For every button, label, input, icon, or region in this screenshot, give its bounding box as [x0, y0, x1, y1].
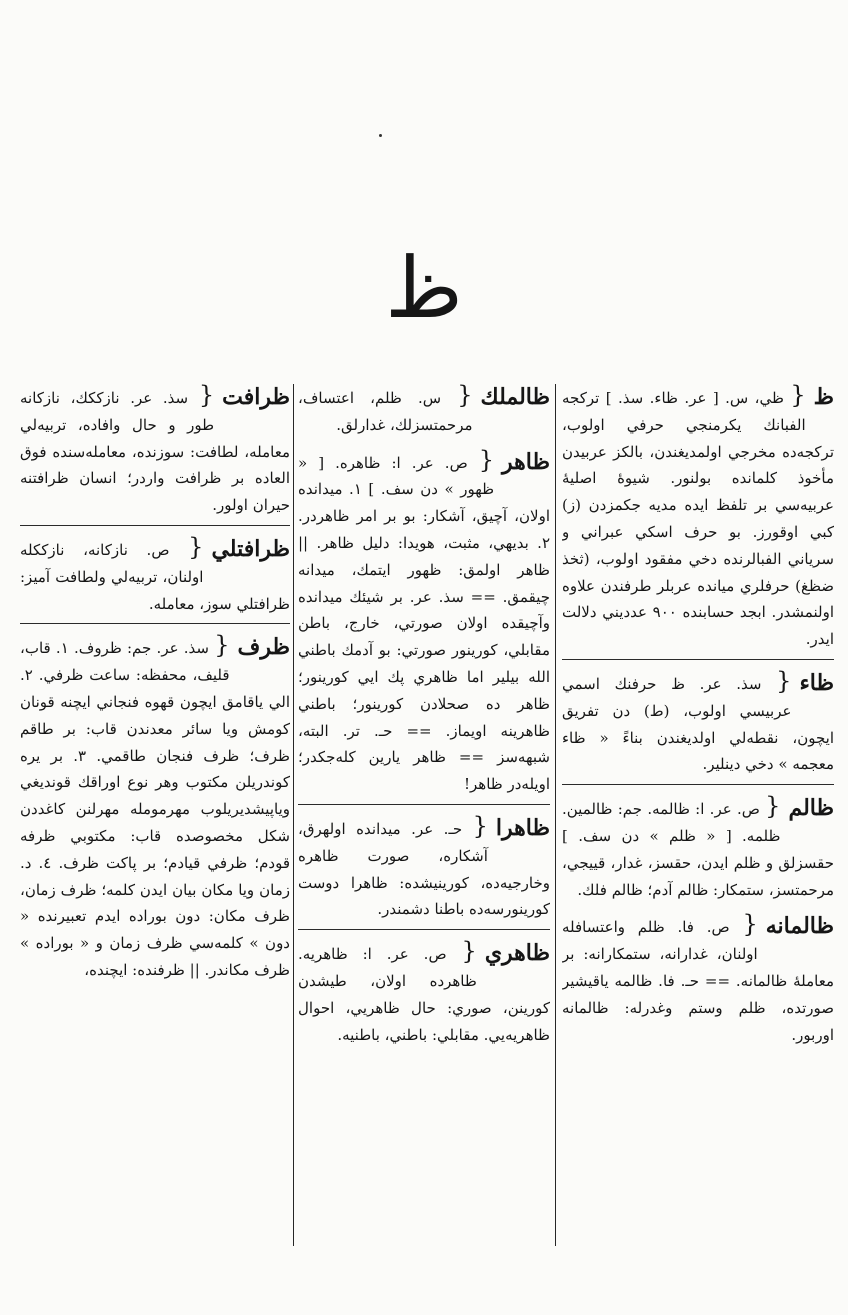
entry-headword: ظرف: [237, 634, 290, 661]
page-mark: [379, 134, 382, 137]
dictionary-entry: [298, 445, 550, 798]
entry-headword: ظالم: [788, 795, 834, 822]
entry-definition: حـ. عر. ميدانده اولهرق، آشكاره، صورت ظاهره وخارجيه‌ده، كورينيشده: ظاهرا دوست كورينورسه‌ده باطنا دشمندر.: [298, 819, 550, 919]
entry-definition: س. ظلم، اعتساف، مرحمتسزلك، غدارلق.: [298, 389, 473, 434]
brace-icon: {: [765, 792, 781, 821]
dictionary-entry: [562, 659, 834, 778]
entry-headword: ظاهر: [502, 448, 550, 475]
dictionary-entry: [298, 804, 550, 923]
dictionary-entry: [562, 909, 834, 1048]
entry-definition: ص. فا. ظلم واعتسافله اولنان، غدارانه، ستمكارانه: بر معاملۀ ظالمانه. == حـ. فا. ظالمه ياقيشير صورتده، ظلم وستم وغدرله: ظالمانه اوربور.: [562, 918, 834, 1044]
dictionary-entry: [298, 380, 550, 439]
column-middle: [298, 380, 550, 1250]
entry-definition: ظي، س. [ عر. ظاء. سذ. ] تركجه الفبانك يكرمنجي حرفي اولوب، تركجه‌ده مخرجي اولمديغندن، بالكز عربيدن مأخوذ كلمانده بولنور. شيوۀ اصليۀ عربيه‌سي بر تلفظ ايده مديه جكمزدن (ز) كبي اوقورز. بو حرف اسكي عبراني و سرياني الفبالرنده دخي مفقود اولوب، (ثخذ ضظغ) حرفلري ميانده عربلر طرفندن علاوه اولنمشدر. ابجد حسابنده ٩٠٠ عدديني دلالت ايدر.: [562, 389, 834, 649]
entry-headword: ظالمانه: [765, 913, 834, 940]
entry-headword: ظاهري: [484, 940, 550, 967]
dictionary-entry: [20, 525, 290, 617]
entry-definition: ص. عر. ا: ظالمه. جم: ظالمين. ظلمه. [ « ظلم » دن سف. ] حقسزلق و ظلم ايدن، حقسز، غدار، قييجي، مرحمتسز، ستمكار: ظالم آدم؛ ظالم فلك.: [562, 800, 834, 899]
dictionary-entry: [20, 380, 290, 519]
entry-headword: ظرافتلي: [211, 535, 290, 562]
column-rule: [555, 384, 556, 1246]
entry-headword: ظاء: [799, 669, 834, 696]
entry-definition: ص. عر. ا: ظاهره. [ « ظهور » دن سف. ] ١. ميدانده اولان، آچيق، آشكار: بو بر امر ظاهردر. ٢. بديهي، مثبت، هويدا: دليل ظاهر. || ظاهر اولمق: ظهور ايتمك، ميدانه چيقمق. == سذ. عر. بر شيئك ميدانده وآچيقده اولان صورتي، خارج، باطن مقابلي، كورينور صورتي: بو آدمك باطني الله بيلير اما ظاهري پك ايي كورينور؛ ظاهر ده صحلادن كورينور؛ باطني ظاهرينه اويماز. == حـ. تر. البته، شبهه‌سز == ظاهر يارين كله‌جكدر؛ اويله‌در ظاهر!: [298, 453, 550, 794]
brace-icon: {: [742, 910, 758, 939]
brace-icon: {: [776, 666, 792, 695]
brace-icon: {: [478, 445, 495, 474]
entry-definition: ص. نازكانه، نازككله اولنان، تربيه‌لي ولطافت آميز: ظرافتلي سوز، معامله.: [20, 540, 290, 613]
entry-headword: ظالملك: [480, 384, 550, 410]
entry-definition: ص. عر. ا: ظاهريه. ظاهرده اولان، طيشدن كورينن، صوري: حال ظاهريي، احوال ظاهريه‌يي. مقابلي: باطني، باطنيه.: [298, 945, 550, 1044]
entry-headword: ظ: [813, 384, 834, 410]
entry-definition: سذ. عر. جم: ظروف. ١. قاب، قليف، محفظه: ساعت ظرفي. ٢. الي ياقامق ايچون قهوه فنجاني ايچنه قونان كومش ويا سائر معدندن قاب: بر طاقم ظرف؛ ظرف فنجان طاقمي. ٣. بر يره كوندريلن مكتوب وهر نوع اوراقك قونديغي وياپيشديريلوب مهرمومله مهرلنن كاغددن شكل مخصوصده قاب: مكتوبي ظرفه قودم؛ ظرفي قيادم؛ بر پاكت ظرف. ٤. د. زمان ويا مكان بيان ايدن كلمه؛ ظرف زمان، ظرف مكان: دون بوراده ايدم تعبيرنده « دون » كلمه‌سي ظرف زمان و « بوراده » ظرف مكاندر. || ظرفنده: ايچنده،: [20, 639, 290, 979]
dictionary-entry: [20, 623, 290, 983]
dictionary-entry: [298, 929, 550, 1048]
entry-definition: سذ. عر. ظ حرفنك اسمي عربيسي اولوب، (ط) دن تفريق ايچون، نقطه‌لي اولديغندن بناءً « ظاء معجمه » دخي دينلير.: [562, 674, 834, 774]
brace-icon: {: [457, 381, 473, 409]
entry-headword: ظاهرا: [495, 814, 550, 841]
brace-icon: {: [188, 532, 204, 561]
brace-icon: {: [790, 381, 806, 409]
column-right: [562, 380, 834, 1250]
entry-definition: سذ. عر. نازككك، نازكانه طور و حال وافاده، تربيه‌لي معامله، لطافت: سوزنده، معامله‌سنده فوق العاده بر ظرافت واردر؛ انسان ظرافتنه حيران اولور.: [20, 389, 290, 515]
column-left: [20, 380, 290, 1250]
brace-icon: {: [198, 381, 215, 409]
entry-headword: ظرافت: [222, 384, 290, 410]
dictionary-entry: [562, 784, 834, 903]
column-rule: [293, 384, 294, 1246]
brace-icon: {: [472, 811, 488, 840]
dictionary-entry: [562, 380, 834, 653]
section-letter: ظ: [385, 239, 463, 337]
brace-icon: {: [461, 937, 477, 966]
brace-icon: {: [214, 631, 230, 660]
